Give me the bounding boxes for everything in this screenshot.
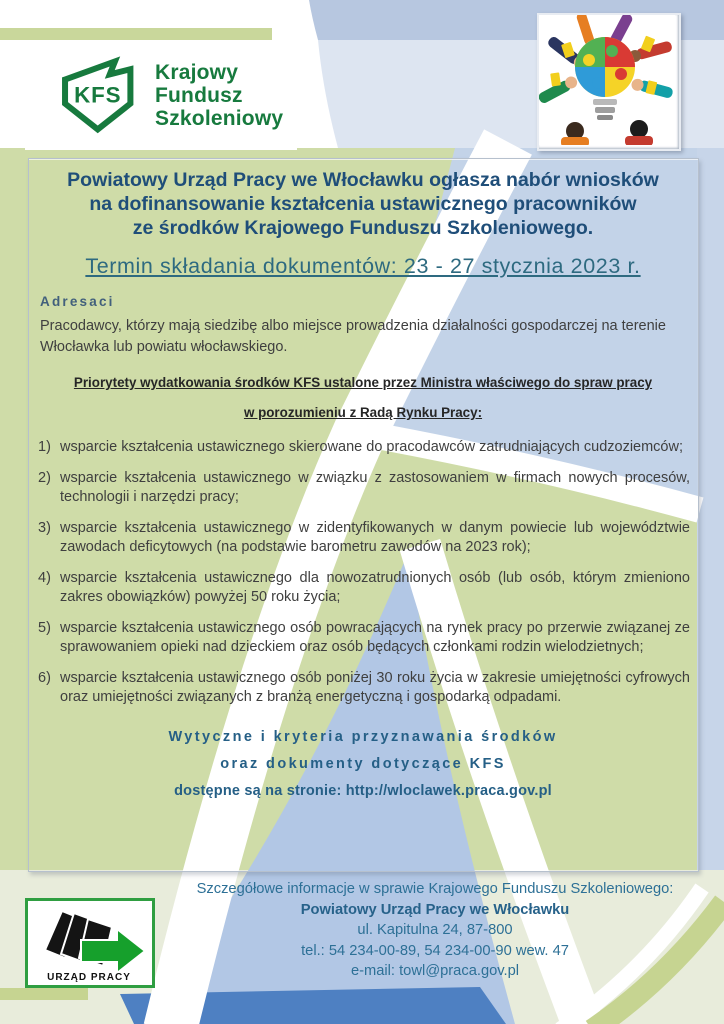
guidelines-block [38, 724, 688, 805]
urzad-pracy-logo [25, 898, 155, 988]
priority-item: 4) wsparcie kształcenia ustawicznego dla nowozatrudnionych osób (lub osób, którym zmieniono zakres obowiązków) powyżej 50 roku życia; [38, 569, 690, 605]
priority-item: 2) wsparcie kształcenia ustawicznego w związku z zastosowaniem w firmach nowych procesów, technologii i narzędzi pracy; [38, 469, 690, 505]
guidelines-line3: dostępne są na stronie: http://wloclawek.praca.gov.pl [174, 783, 552, 799]
kfs-shield-icon [53, 52, 139, 138]
deadline-line: Termin składania dokumentów: 23 - 27 stycznia 2023 r. [85, 254, 641, 278]
footer-phone: tel.: 54 234-00-89, 54 234-00-90 wew. 47 [301, 942, 569, 959]
footer-contact-block [140, 879, 724, 982]
lightbulb-puzzle-illustration [537, 13, 681, 151]
priorities-heading-line2: w porozumieniu z Radą Rynku Pracy: [243, 405, 483, 420]
priority-item: 5) wsparcie kształcenia ustawicznego osób powracających na rynek pracy po przerwie związanej ze sprawowaniem opieki nad dzieckiem oraz osób będących członkami rodzin wielodzietnych; [38, 619, 690, 655]
priority-item: 3) wsparcie kształcenia ustawicznego w zidentyfikowanych w danym powiecie lub województwie zawodach deficytowych (na podstawie barometru zawodów na 2023 rok); [38, 519, 690, 555]
guidelines-line2: oraz dokumenty dotyczące KFS [220, 756, 506, 772]
adresaci-body: Pracodawcy, którzy mają siedzibę albo miejsce prowadzenia działalności gospodarczej na terenie Włocławka lub powiatu włocławskiego. [40, 318, 666, 355]
priority-item: 6) wsparcie kształcenia ustawicznego osób poniżej 30 roku życia w zakresie umiejętności cyfrowych oraz umiejętności związanych z branżą energetyczną i gospodarką odpadami. [38, 669, 690, 705]
adresaci-heading: Adresaci [40, 294, 115, 309]
footer-info-line: Szczegółowe informacje w sprawie Krajowego Funduszu Szkoleniowego: [196, 881, 674, 897]
website-link[interactable]: http://wloclawek.praca.gov.pl [345, 783, 552, 799]
urzad-pracy-label: URZĄD PRACY [47, 972, 131, 983]
guidelines-line1: Wytyczne i kryteria przyznawania środków [168, 729, 558, 745]
kfs-logo-panel [25, 40, 297, 150]
footer-email[interactable]: e-mail: towl@praca.gov.pl [350, 963, 520, 979]
kfs-acronym: KFS [74, 82, 122, 108]
kfs-logo-name: Krajowy Fundusz Szkoleniowy [155, 60, 284, 130]
priorities-list [38, 438, 690, 719]
footer-office-name: Powiatowy Urząd Pracy we Włocławku [300, 901, 570, 918]
priorities-heading-line1: Priorytety wydatkowania środków KFS ustalone przez Ministra właściwego do spraw pracy [73, 375, 653, 390]
footer-address: ul. Kapitulna 24, 87-800 [357, 922, 513, 938]
priority-item: 1) wsparcie kształcenia ustawicznego skierowane do pracodawców zatrudniających cudzoziemców; [38, 439, 683, 455]
announcement-title: Powiatowy Urząd Pracy we Włocławku ogłasza nabór wniosków na dofinansowanie kształcenia ustawicznego pracowników ze środków Krajowego Funduszu Szkoleniowego. [67, 169, 659, 239]
